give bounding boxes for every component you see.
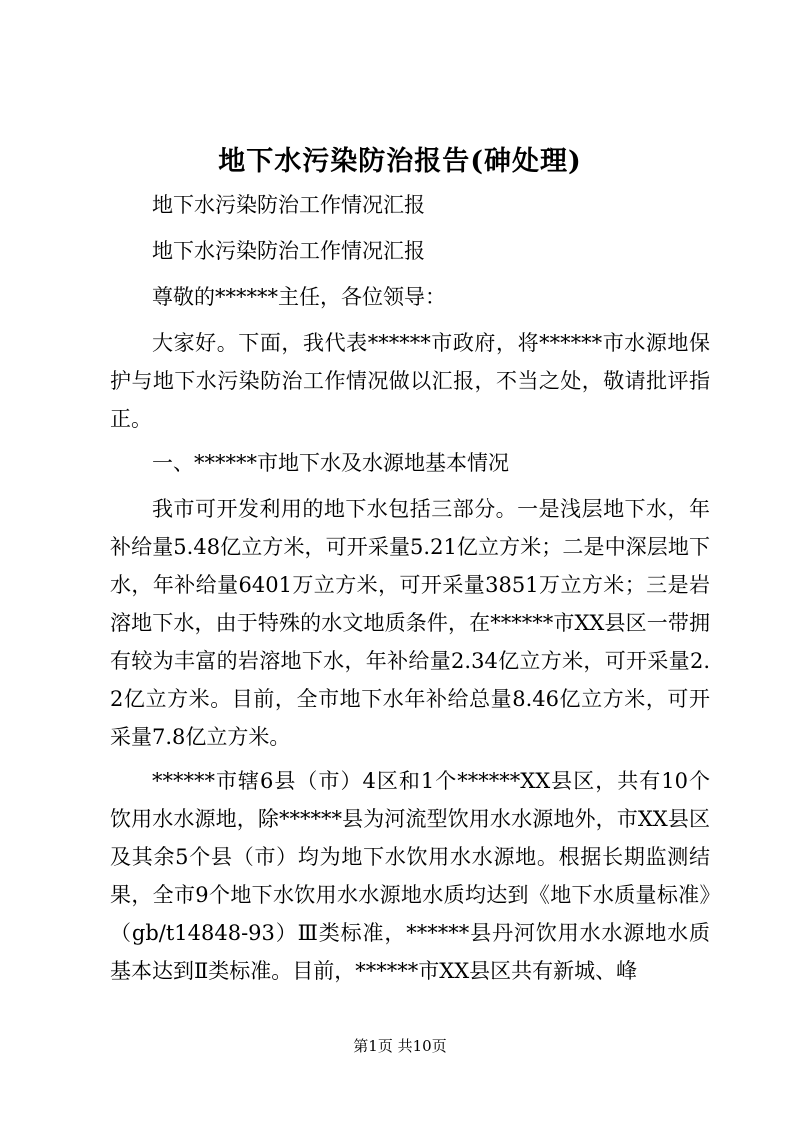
document-title: 地下水污染防治报告(砷处理) (218, 146, 582, 177)
paragraph-subtitle-2: 地下水污染防治工作情况汇报 (152, 239, 425, 263)
paragraph-water-sources: ******市辖6县（市）4区和1个******XX县区，共有10个饮用水水源地，除******县为河流型饮用水水源地外，市XX县区及其余5个县（市）均为地下水饮用水水源地。根据长期监测结果，全市9个地下水饮用水水源地水质均达到《地下水质量标准》（gb/t14848-93）Ⅲ类标准，******县丹河饮用水水源地水质基本达到Ⅱ类标准。目前，******市XX县区共有新城、峰 (110, 769, 710, 983)
page-number: 第1页 共10页 (353, 1037, 447, 1055)
paragraph-subtitle-1: 地下水污染防治工作情况汇报 (152, 193, 425, 217)
paragraph-groundwater-resources: 我市可开发利用的地下水包括三部分。一是浅层地下水，年补给量5.48亿立方米，可开采量5.21亿立方米；二是中深层地下水，年补给量6401万立方米，可开采量3851万立方米；三是岩溶地下水，由于特殊的水文地质条件，在******市XX县区一带拥有较为丰富的岩溶地下水，年补给量2.34亿立方米，可开采量2.2亿立方米。目前，全市地下水年补给总量8.46亿立方米，可开采量7.8亿立方米。 (110, 497, 710, 749)
section-heading-1: 一、******市地下水及水源地基本情况 (152, 451, 509, 475)
paragraph-opening: 大家好。下面，我代表******市政府，将******市水源地保护与地下水污染防治工作情况做以汇报，不当之处，敬请批评指正。 (110, 331, 710, 431)
paragraph-salutation: 尊敬的******主任，各位领导： (152, 285, 446, 309)
document-body (110, 186, 710, 996)
